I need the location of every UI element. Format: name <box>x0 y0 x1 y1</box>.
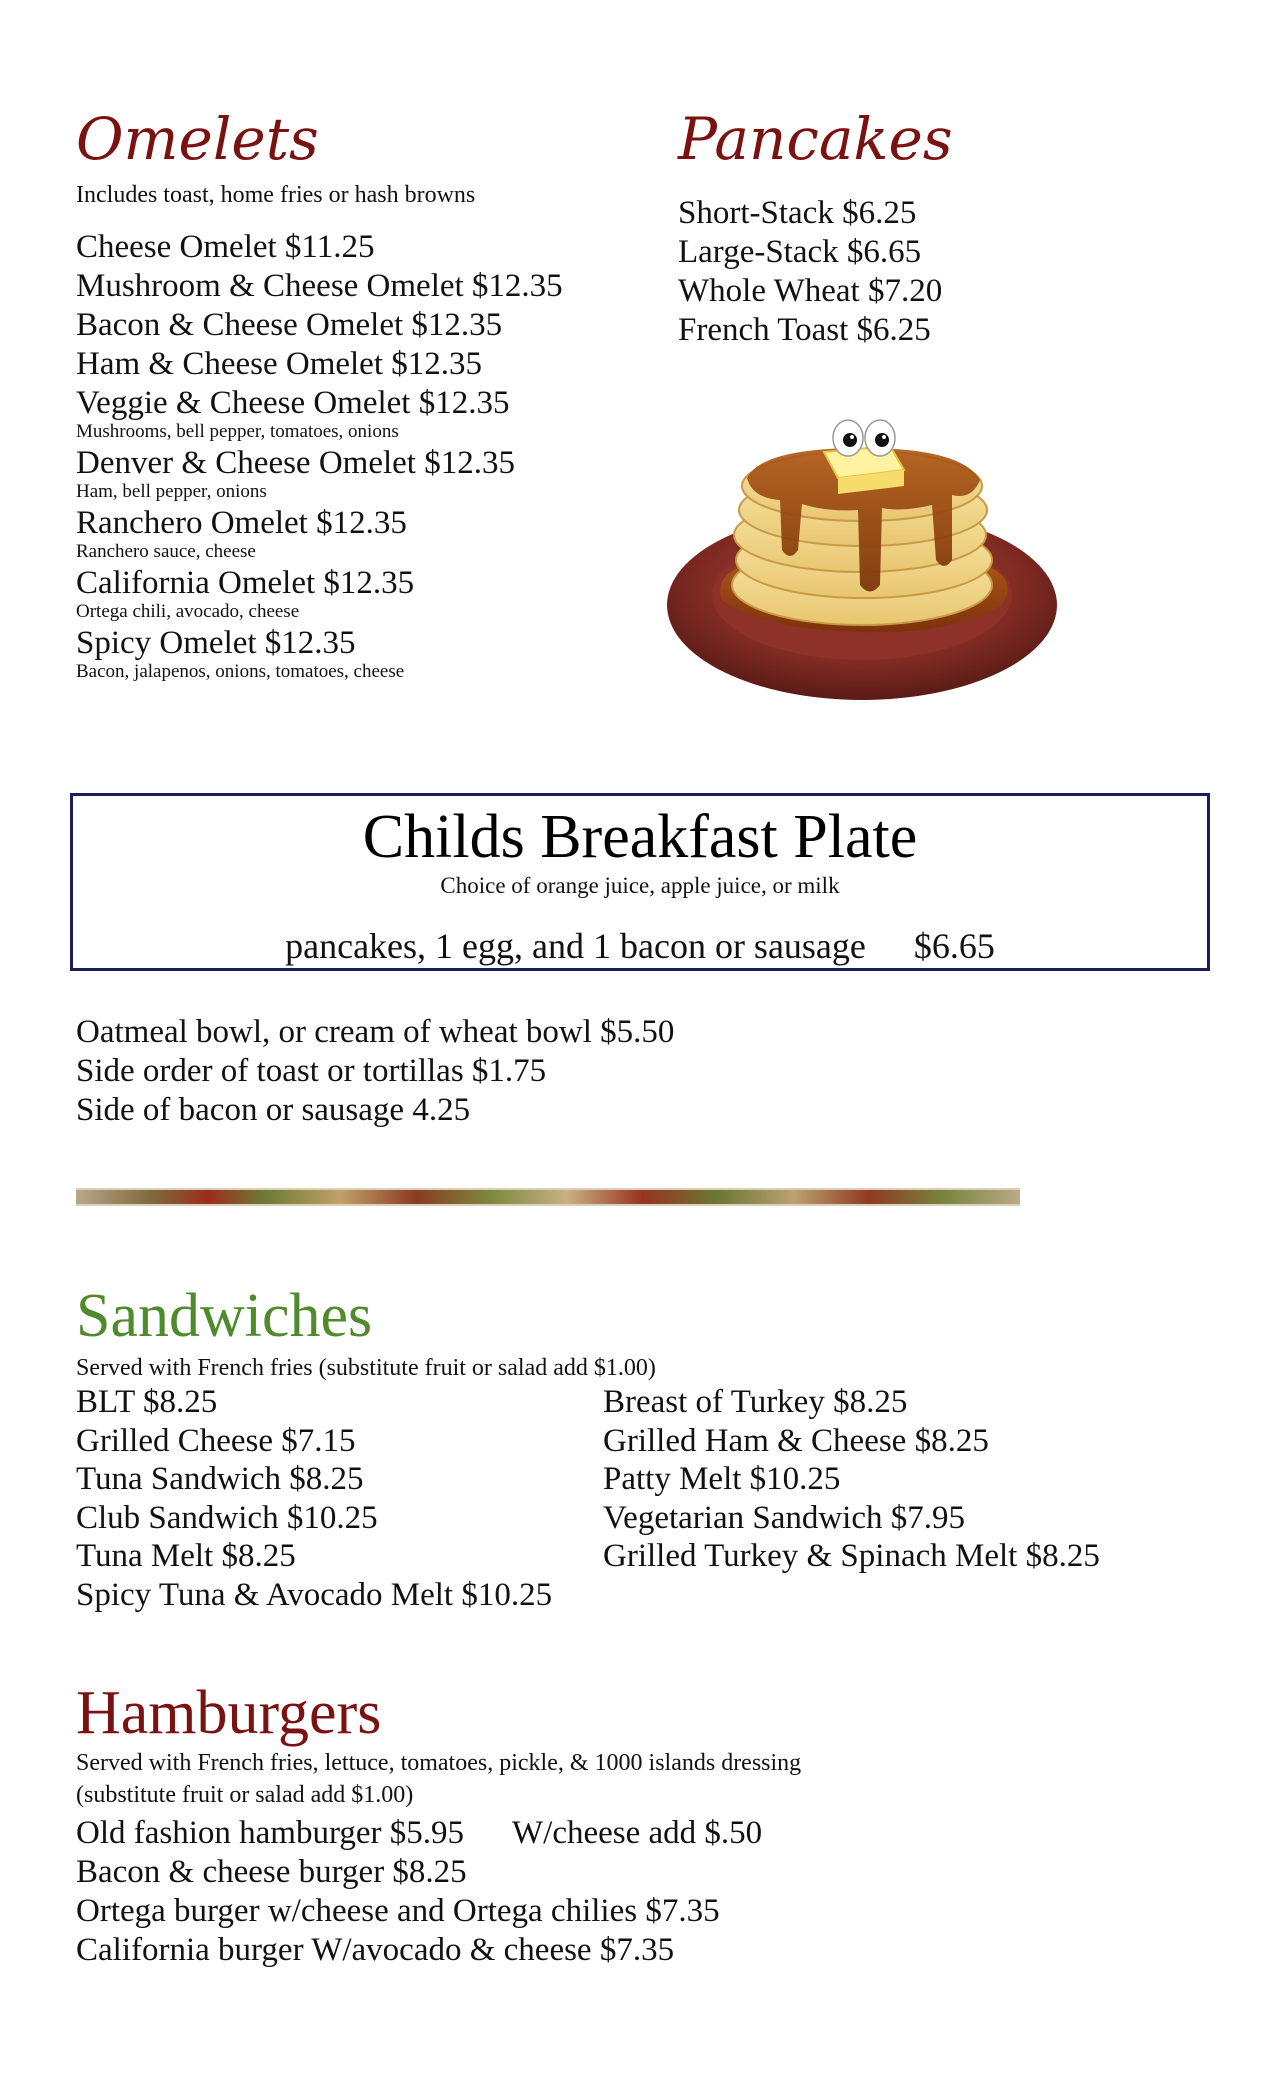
hamburgers-title: Hamburgers <box>76 1679 382 1747</box>
sandwiches-left-column <box>76 1383 552 1614</box>
childs-plate-price: $6.65 <box>913 926 995 966</box>
omelets-note: Includes toast, home fries or hash browns <box>76 182 476 208</box>
menu-item: Vegetarian Sandwich $7.95 <box>603 1499 965 1536</box>
menu-item: Cheese Omelet $11.25 <box>76 229 375 265</box>
menu-item: Bacon & Cheese Omelet $12.35 <box>76 307 503 343</box>
menu-item: Short-Stack $6.25 <box>678 195 917 231</box>
childs-plate-title: Childs Breakfast Plate <box>362 803 918 871</box>
childs-plate-description: pancakes, 1 egg, and 1 bacon or sausage <box>285 926 866 966</box>
menu-item: Tuna Melt $8.25 <box>76 1538 296 1574</box>
menu-item: Club Sandwich $10.25 <box>76 1499 378 1536</box>
sandwiches-title: Sandwiches <box>76 1282 373 1350</box>
pancakes-section <box>678 105 1198 350</box>
sandwiches-note: Served with French fries (substitute fruit or salad add $1.00) <box>76 1355 656 1381</box>
hamburgers-section <box>76 1680 1206 1970</box>
childs-breakfast-box <box>70 793 1210 971</box>
menu-item: Whole Wheat $7.20 <box>678 273 943 309</box>
menu-item-description: Ham, bell pepper, onions <box>76 481 267 502</box>
menu-item: Veggie & Cheese Omelet $12.35 <box>76 385 510 421</box>
menu-item-description: Mushrooms, bell pepper, tomatoes, onions <box>76 421 399 442</box>
menu-item: Ranchero Omelet $12.35 <box>76 505 407 541</box>
menu-item <box>76 1814 1206 1853</box>
menu-item: Bacon & cheese burger $8.25 <box>76 1854 467 1890</box>
menu-item: Grilled Ham & Cheese $8.25 <box>603 1422 989 1459</box>
menu-item-description: Ranchero sauce, cheese <box>76 541 256 562</box>
hamburgers-note-line2: (substitute fruit or salad add $1.00) <box>76 1782 414 1808</box>
omelets-list <box>76 228 636 683</box>
menu-item: Denver & Cheese Omelet $12.35 <box>76 445 515 481</box>
menu-item: Grilled Turkey & Spinach Melt $8.25 <box>603 1538 1100 1574</box>
menu-item-addon: W/cheese add $.50 <box>512 1815 763 1851</box>
menu-item: Patty Melt $10.25 <box>603 1461 841 1497</box>
childs-plate-subtitle: Choice of orange juice, apple juice, or milk <box>440 873 840 898</box>
menu-item: Mushroom & Cheese Omelet $12.35 <box>76 268 563 304</box>
menu-item: Oatmeal bowl, or cream of wheat bowl $5.50 <box>76 1014 675 1050</box>
sandwiches-columns <box>76 1383 1206 1623</box>
childs-plate-line <box>73 926 1207 966</box>
sandwiches-right-column <box>603 1383 1100 1576</box>
extras-list <box>76 1013 674 1130</box>
decorative-divider <box>76 1188 1020 1206</box>
pancake-stack-illustration <box>652 400 1092 720</box>
menu-item: Tuna Sandwich $8.25 <box>76 1461 364 1497</box>
menu-item: Breast of Turkey $8.25 <box>603 1384 908 1420</box>
menu-item: Grilled Cheese $7.15 <box>76 1422 356 1459</box>
sandwiches-section <box>76 1283 1206 1623</box>
menu-item: BLT $8.25 <box>76 1384 218 1420</box>
menu-item: Spicy Tuna & Avocado Melt $10.25 <box>76 1576 553 1613</box>
menu-item: Ham & Cheese Omelet $12.35 <box>76 346 482 382</box>
menu-item: California Omelet $12.35 <box>76 565 415 601</box>
hamburgers-note-line1: Served with French fries, lettuce, tomatoes, pickle, & 1000 islands dressing <box>76 1750 802 1776</box>
menu-item: Side order of toast or tortillas $1.75 <box>76 1053 547 1089</box>
omelets-section <box>76 105 636 684</box>
pancakes-list <box>678 194 1198 350</box>
menu-item: French Toast $6.25 <box>678 312 931 348</box>
pancakes-title: Pancakes <box>678 105 953 173</box>
menu-item-description: Bacon, jalapenos, onions, tomatoes, cheese <box>76 661 405 682</box>
menu-item-description: Ortega chili, avocado, cheese <box>76 601 300 622</box>
menu-item: Large-Stack $6.65 <box>678 234 922 270</box>
menu-item-name: Old fashion hamburger $5.95 <box>76 1815 464 1851</box>
menu-item: Spicy Omelet $12.35 <box>76 625 356 661</box>
menu-item: Side of bacon or sausage 4.25 <box>76 1092 471 1128</box>
omelets-title: Omelets <box>76 105 319 173</box>
menu-item: Ortega burger w/cheese and Ortega chilies $7.35 <box>76 1893 720 1929</box>
menu-item: California burger W/avocado & cheese $7.35 <box>76 1932 675 1968</box>
hamburgers-list <box>76 1814 1206 1970</box>
